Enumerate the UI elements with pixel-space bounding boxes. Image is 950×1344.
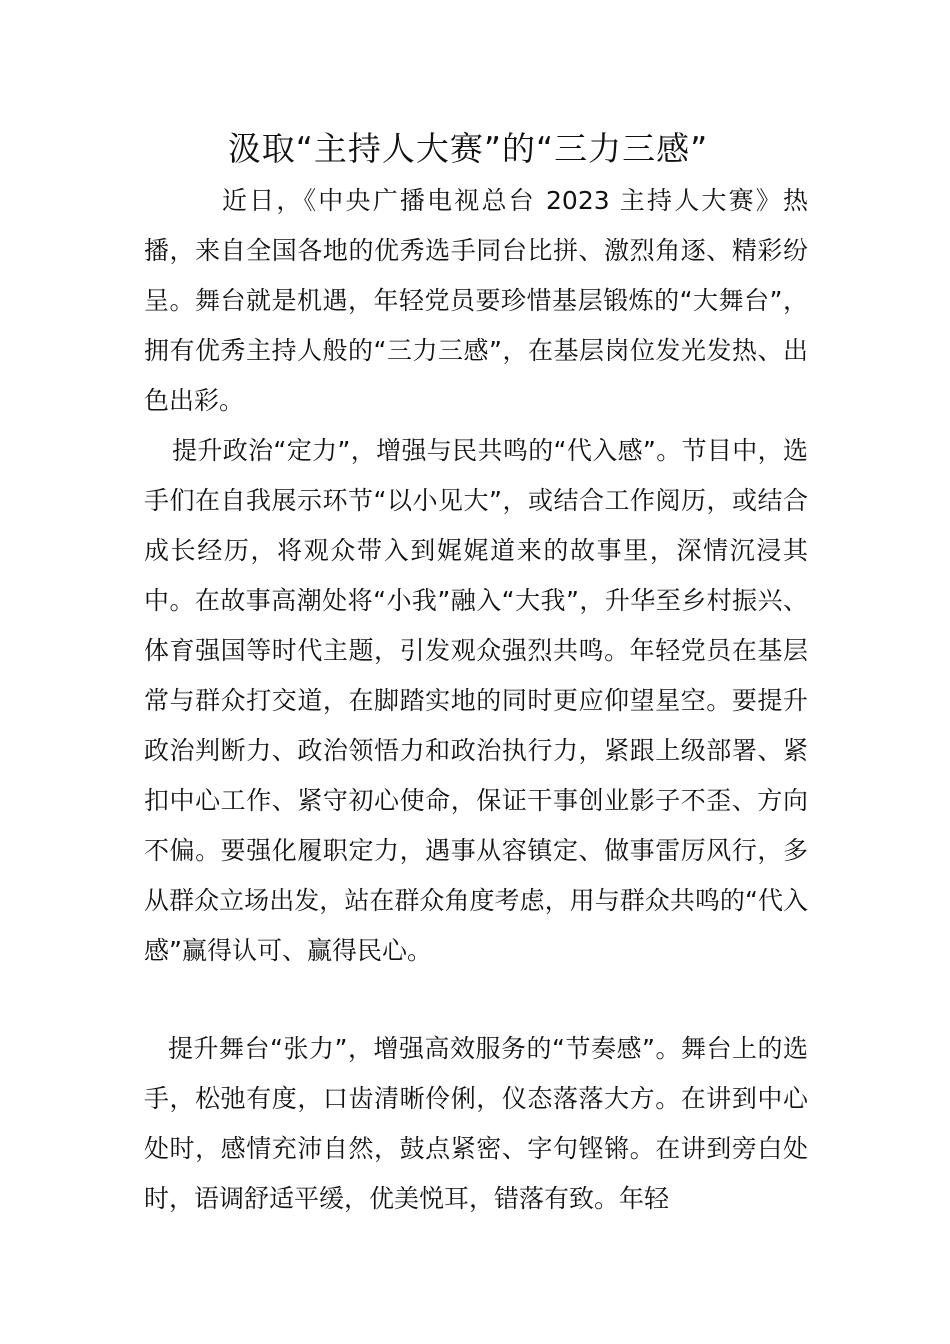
document-title: 汲取“主持人大赛”的“三力三感” bbox=[227, 129, 709, 168]
paragraph-intro: 近日，《中央广播电视总台 2023 主持人大赛》热播，来自全国各地的优秀选手同台比拼、激烈角逐、精彩纷呈。舞台就是机遇，年轻党员要珍惜基层锻炼的“大舞台”，拥有优秀主持人般的“三力三感”，在基层岗位发光发热、出色出彩。 bbox=[144, 186, 808, 415]
paragraph-stage-tension: 提升舞台“张力”，增强高效服务的“节奏感”。舞台上的选手，松弛有度，口齿清晰伶俐，仪态落落大方。在讲到中心处时，感情充沛自然，鼓点紧密、字句铿锵。在讲到旁白处时，语调舒适平缓，优美悦耳，错落有致。年轻 bbox=[144, 1034, 808, 1213]
paragraph-political-focus: 提升政治“定力”，增强与民共鸣的“代入感”。节目中，选手们在自我展示环节“以小见大”，或结合工作阅历，或结合成长经历，将观众带入到娓娓道来的故事里，深情沉浸其中。在故事高潮处将“小我”融入“大我”，升华至乡村振兴、体育强国等时代主题，引发观众强烈共鸣。年轻党员在基层常与群众打交道，在脚踏实地的同时更应仰望星空。要提升政治判断力、政治领悟力和政治执行力，紧跟上级部署、紧扣中心工作、紧守初心使命，保证干事创业影子不歪、方向不偏。要强化履职定力，遇事从容镇定、做事雷厉风行，多从群众立场出发，站在群众角度考虑，用与群众共鸣的“代入感”赢得认可、赢得民心。 bbox=[144, 436, 808, 965]
